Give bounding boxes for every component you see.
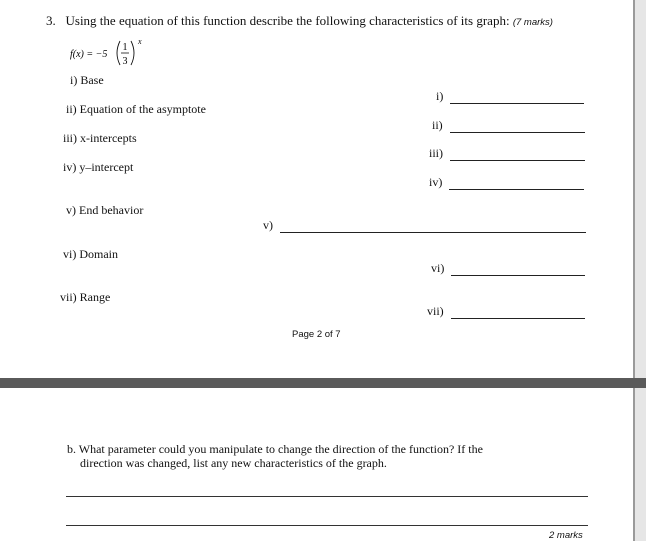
label-base: i) Base — [70, 73, 104, 87]
fraction-denominator: 3 — [122, 56, 128, 67]
answer-y-intercept — [429, 175, 584, 190]
answer-end-behavior — [263, 218, 586, 233]
answer-range — [427, 304, 585, 319]
label-range: vii) Range — [60, 290, 111, 304]
answer-base — [436, 89, 584, 104]
label-domain: vi) Domain — [63, 247, 118, 261]
question-title — [46, 13, 553, 29]
function-equation — [70, 36, 160, 70]
question-marks: (7 marks) — [512, 17, 553, 28]
part-b-question — [67, 442, 537, 470]
label-x-intercepts: iii) x-intercepts — [63, 131, 137, 145]
part-b-line-1: b. What parameter could you manipulate to change the direction of the function? If the — [67, 442, 483, 456]
answer-y-intercept-line[interactable] — [449, 179, 584, 190]
left-paren — [117, 41, 120, 65]
answer-end-behavior-line[interactable] — [280, 222, 586, 233]
answer-domain-label: vi) — [431, 261, 445, 275]
page-number: Page 2 of 7 — [292, 329, 341, 340]
answer-x-intercepts-line[interactable] — [450, 150, 585, 161]
equation-exponent: x — [138, 37, 142, 46]
part-b-line-2: direction was changed, list any new characteristics of the graph. — [80, 456, 387, 470]
answer-range-line[interactable] — [451, 308, 585, 319]
answer-asymptote-line[interactable] — [450, 122, 585, 133]
right-paren — [131, 41, 134, 65]
answer-domain-line[interactable] — [451, 265, 585, 276]
part-b-answer-line-1[interactable] — [66, 496, 588, 497]
answer-asymptote — [432, 118, 585, 133]
question-text: Using the equation of this function describe the following characteristics of its graph: — [65, 13, 510, 28]
part-b-answer-line-2[interactable] — [66, 525, 588, 526]
fraction-numerator: 1 — [122, 42, 128, 53]
answer-x-intercepts — [429, 146, 585, 161]
label-end-behavior: v) End behavior — [66, 203, 144, 217]
page-separator — [0, 378, 646, 388]
page-edge — [633, 0, 635, 541]
answer-base-line[interactable] — [450, 93, 584, 104]
answer-asymptote-label: ii) — [432, 118, 443, 132]
question-number: 3. — [46, 13, 56, 28]
answer-domain — [431, 261, 585, 276]
label-asymptote: ii) Equation of the asymptote — [66, 102, 206, 116]
equation-graphic — [70, 36, 160, 70]
answer-end-behavior-label: v) — [263, 218, 273, 232]
answer-x-intercepts-label: iii) — [429, 146, 443, 160]
label-y-intercept: iv) y–intercept — [63, 160, 134, 174]
equation-lhs: f(x) = −5 — [70, 49, 108, 60]
answer-y-intercept-label: iv) — [429, 175, 443, 189]
answer-range-label: vii) — [427, 304, 444, 318]
answer-base-label: i) — [436, 89, 444, 103]
part-b-marks: 2 marks — [549, 530, 583, 541]
